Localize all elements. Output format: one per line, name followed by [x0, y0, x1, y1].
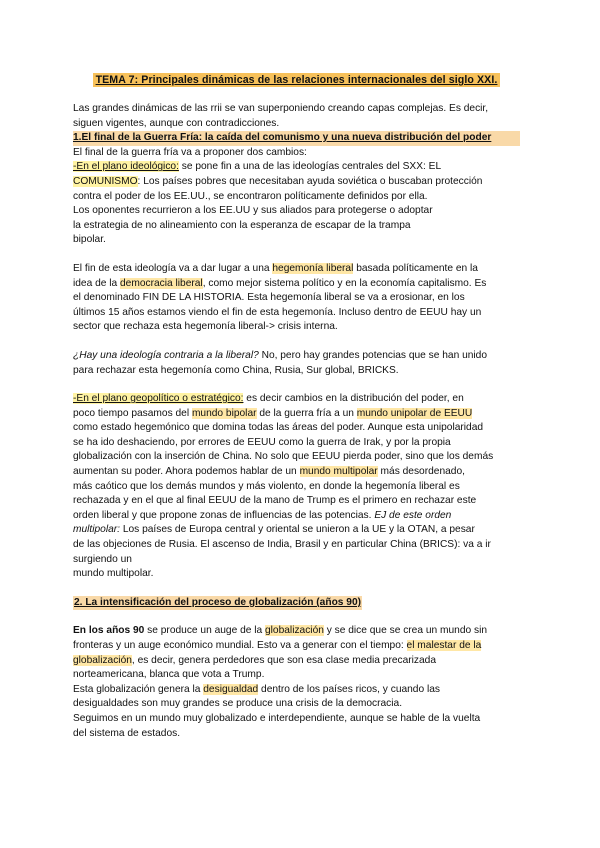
s2-line-2: fronteras y un auge económico mundial. Esto va a generar con el tiempo: el malestar de la: [73, 640, 482, 651]
spacer: [73, 248, 520, 262]
s1-line-7: la estrategia de no alineamiento con la esperanza de escapar de la trampa: [73, 219, 411, 231]
s2-line-6: desigualdades son muy grandes se produce una crisis de la democracia.: [73, 698, 403, 710]
ideological-label: -En el plano ideológico:: [73, 161, 179, 173]
s2-line-1: En los años 90 se produce un auge de la globalización y se dice que se crea un mundo sin: [73, 625, 488, 637]
geo-line-9: orden liberal y que propone zonas de influencias de las potencias. EJ de este orden: [73, 509, 452, 521]
geopolitical-label: -En el plano geopolítico o estratégico:: [73, 393, 244, 405]
section-2-wrap: [73, 596, 520, 611]
spacer: [73, 610, 520, 624]
s2-line-8: del sistema de estados.: [73, 727, 181, 739]
multipolar-highlight: mundo multipolar: [299, 466, 378, 478]
section-2-heading: 2. La intensificación del proceso de globalización (años 90): [73, 596, 362, 611]
geo-line-12: surgiendo un: [73, 553, 132, 565]
s1-p2-line-4: últimos 15 años estamos viendo el fin de esta hegemonía. Incluso dentro de EEUU hay un: [73, 306, 482, 318]
geo-line-2: poco tiempo pasamos del mundo bipolar de la guerra fría a un mundo unipolar de EEUU: [73, 407, 473, 419]
geo-line-7: más caótico que los demás mundos y más violento, en donde la hegemonía liberal es: [73, 480, 460, 492]
s2-line-5: Esta globalización genera la desigualdad dentro de los países ricos, y cuando las: [73, 683, 440, 695]
s1-line-4: COMUNISMO: Los países pobres que necesitaban ayuda soviética o buscaban protección: [73, 175, 483, 187]
s1-ideological-line: -En el plano ideológico: se pone fin a una de las ideologías centrales del SXX: EL: [73, 161, 442, 173]
s1-line-6: Los oponentes recurrieron a los EE.UU y sus aliados para protegerse o adoptar: [73, 205, 433, 217]
geo-line-6: aumentan su poder. Ahora podemos hablar de un mundo multipolar más desordenado,: [73, 466, 465, 478]
globalizacion-highlight: globalización: [265, 625, 324, 637]
s2-line-7: Seguimos en un mundo muy globalizado e interdependiente, aunque se hable de la vuelta: [73, 712, 481, 724]
s2-line-3: globalización, es decir, genera perdedores que son esa clase media precarizada: [73, 654, 437, 666]
malestar-highlight: el malestar de la: [406, 640, 482, 651]
intro-line-2: siguen vigentes, aunque con contradicciones.: [73, 117, 280, 129]
spacer: [73, 378, 520, 392]
geo-line-8: rechazada y en el que al final EEUU de la mano de Trump es el primero en rechazar este: [73, 495, 477, 507]
s2-line-4: norteamericana, blanca que vota a Trump.: [73, 669, 265, 681]
geo-line-1: -En el plano geopolítico o estratégico: es decir cambios en la distribución del poder, en: [73, 393, 464, 405]
s1-line-5: contra el poder de los EE.UU., se encontraron políticamente definidos por ella.: [73, 190, 428, 202]
spacer: [73, 335, 520, 349]
document-title: TEMA 7: Principales dinámicas de las relaciones internacionales del siglo XXI.: [93, 73, 501, 87]
s1-p1: El final de la guerra fría va a proponer dos cambios:: [73, 146, 307, 158]
spacer: [73, 582, 520, 596]
question-line-1: ¿Hay una ideología contraria a la liberal? No, pero hay grandes potencias que se han unido: [73, 349, 487, 361]
malestar-highlight-2: globalización: [73, 654, 132, 666]
geo-line-4: se ha ido deshaciendo, por errores de EEUU como la guerra de Irak, y por la propia: [73, 436, 451, 448]
section-1-heading: 1.El final de la Guerra Fría: la caída del comunismo y una nueva distribución del poder: [73, 131, 520, 146]
question-line-2: para rechazar esta hegemonía como China, Rusia, Sur global, BRICKS.: [73, 364, 399, 376]
hegemonia-highlight: hegemonía liberal: [272, 262, 354, 274]
geo-line-3: como estado hegemónico que domina todas las áreas del poder. Aunque esta unipolaridad: [73, 422, 484, 434]
bipolar-highlight: mundo bipolar: [191, 407, 257, 419]
geo-line-13: mundo multipolar.: [73, 568, 154, 580]
s1-p2-line-2: idea de la democracia liberal, como mejor sistema político y en la economía capitalismo. Es: [73, 277, 487, 289]
unipolar-highlight: mundo unipolar de EEUU: [356, 407, 473, 419]
intro-line-1: Las grandes dinámicas de las rrii se van superponiendo creando capas complejas. Es decir,: [73, 103, 489, 114]
geo-line-11: de las objeciones de Rusia. El ascenso de India, Brasil y en particular China (BRICS): va a ir: [73, 539, 491, 551]
s1-line-8: bipolar.: [73, 234, 106, 246]
desigualdad-highlight: desigualdad: [203, 683, 259, 695]
s1-p2-line-5: sector que rechaza esta hegemonía liberal-> crisis interna.: [73, 321, 338, 333]
geo-line-10: multipolar: Los países de Europa central y oriental se unieron a la UE y la OTAN, a pesar: [73, 524, 475, 536]
s1-p2-line-1: El fin de esta ideología va a dar lugar a una hegemonía liberal basada políticamente en la: [73, 262, 478, 274]
comunismo-highlight: COMUNISMO: [73, 175, 138, 187]
s1-p2-line-3: el denominado FIN DE LA HISTORIA. Esta hegemonía liberal se va a erosionar, en los: [73, 292, 465, 304]
title-wrap: [73, 70, 520, 88]
geo-line-5: globalización con la inserción de China. No solo que EEUU pierda poder, sino que los demás: [73, 451, 494, 463]
democracia-highlight: democracia liberal: [120, 277, 203, 289]
